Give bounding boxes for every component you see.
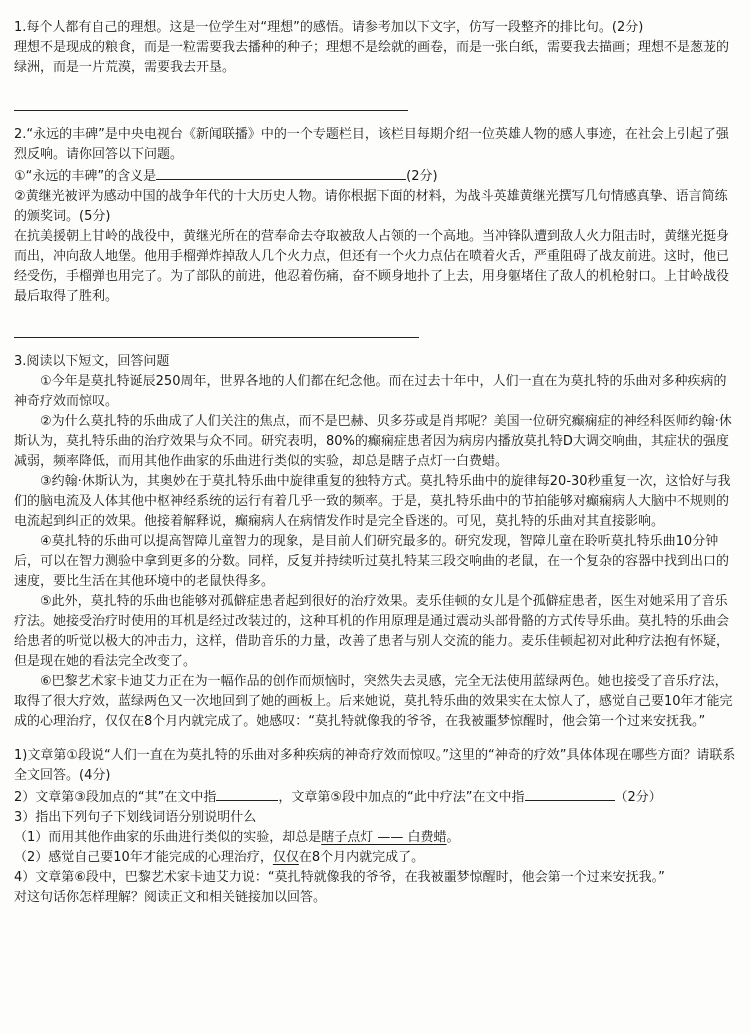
question-3-title: 3.阅读以下短文，回答问题 (14, 354, 170, 369)
passage-paragraph-6: ⑥巴黎艺术家卡迪艾力正在为一幅作品的创作而烦恼时，突然失去灵感，完全无法使用蓝绿两色。她也接受了音乐疗法，取得了很大疗效，蓝绿两色又一次地回到了她的画板上。后来她说，莫扎特乐曲的效果实在太惊人了，感觉自己要10年才能完成的心理治疗，仅仅在8个月内就完成了。她感叹：“莫扎特就像我的爷爷，在我被噩梦惊醒时，他会第一个过来安抚我。” (14, 674, 733, 729)
sub-question-2-part-b: ，文章第⑤段中加点的“此中疗法”在文中指 (278, 790, 525, 805)
passage-paragraph-5: ⑤此外，莫扎特的乐曲也能够对孤僻症患者起到很好的治疗效果。麦乐佳顿的女儿是个孤僻症患者，医生对她采用了音乐疗法。她接受治疗时使用的耳机是经过改装过的，这种耳机的作用原理是通过震动头部骨骼的方式传导乐曲。莫扎特的乐曲会给患者的听觉以极大的冲击力，这样，借助音乐的力量，改善了患者与别人交流的能力。麦乐佳顿起初对此种疗法抱有怀疑，但是现在她的看法完全改变了。 (14, 594, 730, 669)
question-1 (14, 18, 736, 111)
passage-paragraph-4: ④莫扎特的乐曲可以提高智障儿童智力的现象，是目前人们研究最多的。研究发现，智障儿童在聆听莫扎特乐曲10分钟后，可以在智力测验中拿到更多的分数。同样，反复并持续听过莫扎特某三段交响曲的老鼠，在一个复杂的容器中找到出口的速度，要比生活在其他环境中的老鼠快得多。 (14, 534, 730, 589)
sub-question-3-item-1-end: 。 (446, 830, 460, 845)
sub-question-2 (14, 786, 736, 808)
passage-paragraph-3: ③约翰·休斯认为，其奥妙在于莫扎特乐曲中旋律重复的独特方式。莫扎特乐曲中的旋律每20-30秒重复一次，这恰好与我们的脑电流及人体其他中枢神经系统的运行有着几乎一致的频率。于是，莫扎特乐曲中的节拍能够对癫痫病人大脑中不规则的电流起到纠正的效果。他接着解释说，癫痫病人在病情发作时是完全昏迷的。可见，莫扎特的乐曲对其直接影响。 (14, 474, 731, 529)
sub-question-3-item-2-text: （2）感觉自己要10年才能完成的心理治疗， (14, 850, 273, 865)
question-2-sub2: ②黄继光被评为感动中国的战争年代的十大历史人物。请你根据下面的材料，为战斗英雄黄继光撰写几句情感真挚、语言简练的颁奖词。(5分) (14, 189, 728, 224)
answer-blank-3-2b[interactable] (525, 786, 615, 801)
question-2-sub1-prefix: ①“永远的丰碑”的含义是 (14, 169, 157, 184)
question-3 (14, 352, 736, 908)
question-2-sub1 (14, 165, 736, 187)
question-2-title: 2.“永远的丰碑”是中央电视台《新闻联播》中的一个专题栏目，该栏目每期介绍一位英雄人物的感人事迹，在社会上引起了强烈反响。请你回答以下问题。 (14, 127, 729, 162)
sub-question-1: 1)文章第①段说“人们一直在为莫扎特的乐曲对多种疾病的神奇疗效而惊叹。”这里的“神奇的疗效”具体体现在哪些方面？请联系全文回答。(4分) (14, 748, 736, 783)
worksheet (14, 18, 736, 908)
sub-question-3-item-2 (14, 848, 736, 868)
underlined-phrase-2: 仅仅 (272, 850, 299, 865)
sub-question-4-line-2: 对这句话你怎样理解？阅读正文和相关链接加以回答。 (14, 890, 327, 905)
underlined-phrase-1: 瞎子点灯 —— 白费蜡 (321, 830, 447, 845)
question-1-title: 1.每个人都有自己的理想。这是一位学生对“理想”的感悟。请参考加以下文字，仿写一段整齐的排比句。(2分) (14, 20, 644, 35)
sub-question-3: 3）指出下列句子下划线词语分别说明什么 (14, 810, 257, 825)
sub-question-2-score: （2分） (614, 790, 662, 805)
passage-paragraph-2: ②为什么莫扎特的乐曲成了人们关注的焦点，而不是巴赫、贝多芬或是肖邦呢？美国一位研究癫痫症的神经科医师约翰·休斯认为，莫扎特乐曲的治疗效果与众不同。研究表明，80%的癫痫症患者因为病房内播放莫扎特D大调交响曲，其症状的强度减弱，频率降低，而用其他作曲家的乐曲进行类似的实验，却总是瞎子点灯一白费蜡。 (14, 414, 732, 469)
question-2-sub1-score: (2分) (406, 169, 438, 184)
sub-question-3-item-1-text: （1）而用其他作曲家的乐曲进行类似的实验，却总是 (14, 830, 322, 845)
sub-question-3-item-1 (14, 828, 736, 848)
answer-blank-3-2a[interactable] (216, 786, 278, 801)
question-2-material: 在抗美援朝上甘岭的战役中，黄继光所在的营奉命去夺取被敌人占领的一个高地。当冲锋队遭到敌人火力阻击时，黄继光挺身而出，冲向敌人地堡。他用手榴弹炸掉敌人几个火力点，但还有一个火力点佔在喷着火舌，严重阻碍了战友前进。这时，他已经受伤，手榴弹也用完了。为了部队的前进，他忍着伤痛，奋不顾身地扑了上去，用身躯堵住了敌人的机枪射口。上甘岭战役最后取得了胜利。 (14, 229, 730, 304)
sub-question-2-part-a: 2）文章第③段加点的“其”在文中指 (14, 790, 217, 805)
sub-question-4: 4）文章第⑥段中，巴黎艺术家卡迪艾力说：“莫扎特就像我的爷爷，在我被噩梦惊醒时，他会第一个过来安抚我。” (14, 870, 665, 885)
sub-question-3-item-2-end: 在8个月内就完成了。 (298, 850, 425, 865)
question-2 (14, 125, 736, 338)
passage-paragraph-1: ①今年是莫扎特诞辰250周年，世界各地的人们都在纪念他。而在过去十年中，人们一直在为莫扎特的乐曲对多种疾病的神奇疗效而惊叹。 (14, 374, 727, 409)
answer-blank-2-1[interactable] (156, 165, 406, 180)
question-1-text: 理想不是现成的粮食，而是一粒需要我去播种的种子；理想不是绘就的画卷，而是一张白纸，需要我去描画；理想不是葱茏的绿洲，而是一片荒漠，需要我去开垦。 (14, 40, 730, 75)
